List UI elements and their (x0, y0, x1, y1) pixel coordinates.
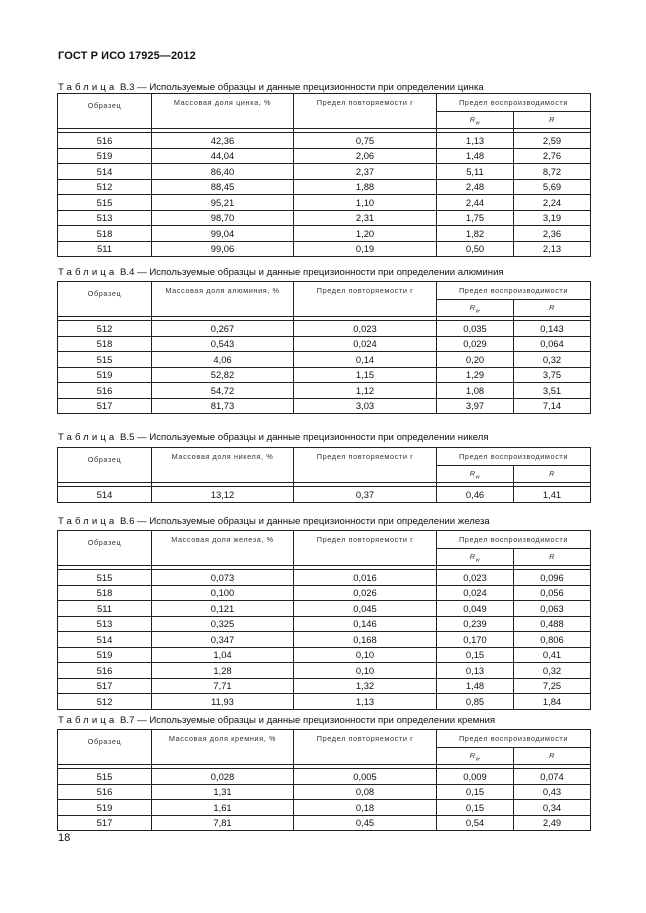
cell-mass: 99,04 (152, 226, 294, 242)
cell-repeat: 0,10 (294, 647, 437, 663)
cell-mass: 1,04 (152, 647, 294, 663)
rw-subscript: w (475, 120, 481, 127)
cell-mass: 0,267 (152, 321, 294, 337)
cell-mass: 0,100 (152, 585, 294, 601)
table-row (58, 601, 591, 617)
cell-r: 2,49 (514, 815, 591, 831)
cell-rw: 1,48 (437, 148, 514, 164)
cell-sample: 519 (58, 800, 152, 816)
table-row (58, 367, 591, 383)
cell-rw: 0,239 (437, 616, 514, 632)
col-header-rw (437, 748, 514, 765)
col-header-repeat: Предел повторяемости r (294, 448, 437, 483)
cell-rw: 2,48 (437, 179, 514, 195)
cell-sample: 517 (58, 398, 152, 414)
cell-mass: 13,12 (152, 487, 294, 503)
col-header-mass: Массовая доля цинка, % (152, 94, 294, 129)
cell-repeat: 1,32 (294, 678, 437, 694)
cell-rw: 0,15 (437, 647, 514, 663)
col-header-r: R (514, 748, 591, 765)
cell-repeat: 0,19 (294, 241, 437, 257)
cell-r: 0,488 (514, 616, 591, 632)
cell-sample: 512 (58, 179, 152, 195)
cell-rw: 0,20 (437, 352, 514, 368)
cell-sample: 513 (58, 210, 152, 226)
cell-sample: 515 (58, 570, 152, 586)
cell-rw: 1,08 (437, 383, 514, 399)
cell-rw: 0,15 (437, 784, 514, 800)
cell-rw: 1,75 (437, 210, 514, 226)
cell-rw: 1,48 (437, 678, 514, 694)
data-table (57, 530, 591, 710)
cell-rw: 0,15 (437, 800, 514, 816)
rw-symbol: R (469, 751, 476, 760)
table-caption (58, 82, 484, 93)
cell-repeat: 0,08 (294, 784, 437, 800)
table-caption (58, 267, 504, 278)
caption-title: — Используемые образцы и данные прецизионности при определении никеля (137, 432, 489, 443)
col-header-mass: Массовая доля железа, % (152, 531, 294, 566)
cell-repeat: 2,37 (294, 164, 437, 180)
cell-repeat: 0,045 (294, 601, 437, 617)
cell-sample: 511 (58, 241, 152, 257)
table-row (58, 647, 591, 663)
col-header-repeat: Предел повторяемости r (294, 282, 437, 317)
cell-rw: 1,29 (437, 367, 514, 383)
data-table (57, 729, 591, 831)
rw-subscript: w (475, 557, 481, 564)
cell-mass: 0,543 (152, 336, 294, 352)
cell-mass: 98,70 (152, 210, 294, 226)
cell-rw: 1,82 (437, 226, 514, 242)
data-table (57, 281, 591, 414)
col-header-r: R (514, 112, 591, 129)
cell-mass: 44,04 (152, 148, 294, 164)
table-row (58, 179, 591, 195)
cell-repeat: 0,023 (294, 321, 437, 337)
table-row (58, 769, 591, 785)
cell-repeat: 0,024 (294, 336, 437, 352)
cell-mass: 42,36 (152, 133, 294, 149)
cell-sample: 514 (58, 164, 152, 180)
cell-repeat: 0,016 (294, 570, 437, 586)
table-row (58, 210, 591, 226)
table-row (58, 616, 591, 632)
cell-r: 0,074 (514, 769, 591, 785)
table-row (58, 663, 591, 679)
table-row (58, 321, 591, 337)
table-row (58, 398, 591, 414)
col-header-repeat: Предел повторяемости r (294, 94, 437, 129)
table-row (58, 694, 591, 710)
caption-label: Таблица (58, 82, 118, 93)
cell-r: 0,32 (514, 352, 591, 368)
cell-repeat: 1,12 (294, 383, 437, 399)
col-header-reprod: Предел воспроизводимости (437, 94, 591, 112)
cell-sample: 516 (58, 133, 152, 149)
cell-mass: 86,40 (152, 164, 294, 180)
cell-mass: 88,45 (152, 179, 294, 195)
cell-r: 1,41 (514, 487, 591, 503)
col-header-repeat: Предел повторяемости r (294, 730, 437, 765)
cell-r: 0,143 (514, 321, 591, 337)
cell-sample: 514 (58, 487, 152, 503)
col-header-sample: Образец (58, 282, 152, 317)
col-header-r: R (514, 466, 591, 483)
cell-r: 5,69 (514, 179, 591, 195)
table-row (58, 800, 591, 816)
cell-r: 1,84 (514, 694, 591, 710)
cell-repeat: 0,146 (294, 616, 437, 632)
cell-repeat: 2,31 (294, 210, 437, 226)
table-row (58, 632, 591, 648)
table-row (58, 678, 591, 694)
table-row (58, 195, 591, 211)
table-row (58, 815, 591, 831)
cell-repeat: 0,10 (294, 663, 437, 679)
cell-sample: 512 (58, 321, 152, 337)
col-header-mass: Массовая доля кремния, % (152, 730, 294, 765)
col-header-sample: Образец (58, 94, 152, 129)
cell-r: 2,13 (514, 241, 591, 257)
cell-rw: 0,024 (437, 585, 514, 601)
cell-r: 7,25 (514, 678, 591, 694)
cell-rw: 0,049 (437, 601, 514, 617)
col-header-sample: Образец (58, 531, 152, 566)
col-header-mass: Массовая доля алюминия, % (152, 282, 294, 317)
cell-sample: 512 (58, 694, 152, 710)
cell-repeat: 1,13 (294, 694, 437, 710)
caption-title: — Используемые образцы и данные прецизионности при определении железа (137, 516, 490, 527)
caption-number: В.7 (120, 715, 135, 726)
data-table (57, 93, 591, 257)
table-row (58, 784, 591, 800)
caption-label: Таблица (58, 715, 118, 726)
rw-subscript: w (475, 308, 481, 315)
cell-r: 0,096 (514, 570, 591, 586)
col-header-sample: Образец (58, 448, 152, 483)
table-row (58, 241, 591, 257)
cell-repeat: 0,005 (294, 769, 437, 785)
cell-mass: 95,21 (152, 195, 294, 211)
col-header-reprod: Предел воспроизводимости (437, 448, 591, 466)
cell-rw: 0,50 (437, 241, 514, 257)
cell-sample: 514 (58, 632, 152, 648)
col-header-reprod: Предел воспроизводимости (437, 282, 591, 300)
cell-repeat: 0,18 (294, 800, 437, 816)
cell-r: 0,806 (514, 632, 591, 648)
cell-sample: 516 (58, 663, 152, 679)
cell-rw: 0,023 (437, 570, 514, 586)
table-row (58, 487, 591, 503)
cell-mass: 11,93 (152, 694, 294, 710)
cell-rw: 5,11 (437, 164, 514, 180)
cell-r: 3,51 (514, 383, 591, 399)
rw-subscript: w (475, 756, 481, 763)
cell-sample: 513 (58, 616, 152, 632)
cell-sample: 517 (58, 815, 152, 831)
cell-sample: 516 (58, 784, 152, 800)
table-row (58, 336, 591, 352)
cell-mass: 0,325 (152, 616, 294, 632)
rw-symbol: R (469, 303, 476, 312)
col-header-rw (437, 112, 514, 129)
table-caption (58, 516, 490, 527)
caption-title: — Используемые образцы и данные прецизионности при определении алюминия (137, 267, 504, 278)
cell-mass: 0,073 (152, 570, 294, 586)
cell-repeat: 2,06 (294, 148, 437, 164)
cell-mass: 81,73 (152, 398, 294, 414)
table-row (58, 383, 591, 399)
cell-repeat: 1,10 (294, 195, 437, 211)
cell-r: 0,34 (514, 800, 591, 816)
cell-sample: 511 (58, 601, 152, 617)
cell-mass: 1,61 (152, 800, 294, 816)
col-header-r: R (514, 300, 591, 317)
cell-repeat: 3,03 (294, 398, 437, 414)
cell-sample: 515 (58, 352, 152, 368)
cell-sample: 519 (58, 367, 152, 383)
cell-r: 2,36 (514, 226, 591, 242)
cell-r: 7,14 (514, 398, 591, 414)
cell-rw: 0,85 (437, 694, 514, 710)
table-row (58, 352, 591, 368)
cell-rw: 0,035 (437, 321, 514, 337)
cell-repeat: 1,88 (294, 179, 437, 195)
caption-number: В.3 (120, 82, 135, 93)
cell-repeat: 0,37 (294, 487, 437, 503)
cell-r: 2,59 (514, 133, 591, 149)
cell-sample: 518 (58, 336, 152, 352)
cell-mass: 52,82 (152, 367, 294, 383)
cell-r: 0,064 (514, 336, 591, 352)
cell-mass: 54,72 (152, 383, 294, 399)
cell-r: 2,24 (514, 195, 591, 211)
cell-r: 0,063 (514, 601, 591, 617)
rw-symbol: R (469, 469, 476, 478)
col-header-r: R (514, 549, 591, 566)
cell-rw: 1,13 (437, 133, 514, 149)
cell-sample: 518 (58, 585, 152, 601)
cell-rw: 0,029 (437, 336, 514, 352)
cell-repeat: 1,20 (294, 226, 437, 242)
cell-repeat: 0,45 (294, 815, 437, 831)
table-row (58, 570, 591, 586)
cell-sample: 515 (58, 195, 152, 211)
caption-title: — Используемые образцы и данные прецизионности при определении цинка (137, 82, 484, 93)
cell-repeat: 0,168 (294, 632, 437, 648)
col-header-rw (437, 466, 514, 483)
rw-symbol: R (469, 115, 476, 124)
cell-repeat: 0,026 (294, 585, 437, 601)
cell-mass: 7,81 (152, 815, 294, 831)
cell-repeat: 0,14 (294, 352, 437, 368)
table-row (58, 148, 591, 164)
cell-rw: 0,54 (437, 815, 514, 831)
cell-r: 0,32 (514, 663, 591, 679)
cell-mass: 1,31 (152, 784, 294, 800)
caption-label: Таблица (58, 267, 118, 278)
col-header-mass: Массовая доля никеля, % (152, 448, 294, 483)
col-header-rw (437, 300, 514, 317)
col-header-repeat: Предел повторяемости r (294, 531, 437, 566)
document-header: ГОСТ Р ИСО 17925—2012 (58, 50, 196, 62)
table-row (58, 164, 591, 180)
cell-r: 0,41 (514, 647, 591, 663)
cell-sample: 519 (58, 647, 152, 663)
rw-subscript: w (475, 474, 481, 481)
cell-repeat: 0,75 (294, 133, 437, 149)
cell-sample: 516 (58, 383, 152, 399)
col-header-rw (437, 549, 514, 566)
cell-sample: 518 (58, 226, 152, 242)
table-row (58, 585, 591, 601)
caption-number: В.4 (120, 267, 135, 278)
cell-rw: 0,170 (437, 632, 514, 648)
table-caption (58, 715, 495, 726)
cell-sample: 515 (58, 769, 152, 785)
table-caption (58, 432, 489, 443)
cell-mass: 0,347 (152, 632, 294, 648)
cell-mass: 0,028 (152, 769, 294, 785)
caption-title: — Используемые образцы и данные прецизионности при определении кремния (137, 715, 496, 726)
caption-label: Таблица (58, 432, 118, 443)
cell-r: 3,75 (514, 367, 591, 383)
cell-mass: 1,28 (152, 663, 294, 679)
cell-repeat: 1,15 (294, 367, 437, 383)
cell-mass: 0,121 (152, 601, 294, 617)
col-header-reprod: Предел воспроизводимости (437, 730, 591, 748)
cell-rw: 2,44 (437, 195, 514, 211)
cell-rw: 0,46 (437, 487, 514, 503)
cell-mass: 4,06 (152, 352, 294, 368)
caption-number: В.5 (120, 432, 135, 443)
cell-sample: 517 (58, 678, 152, 694)
page-number: 18 (58, 832, 71, 844)
rw-symbol: R (469, 552, 476, 561)
col-header-reprod: Предел воспроизводимости (437, 531, 591, 549)
cell-r: 2,76 (514, 148, 591, 164)
data-table (57, 447, 591, 503)
cell-mass: 7,71 (152, 678, 294, 694)
cell-r: 3,19 (514, 210, 591, 226)
cell-rw: 0,009 (437, 769, 514, 785)
table-row (58, 133, 591, 149)
caption-number: В.6 (120, 516, 135, 527)
cell-rw: 3,97 (437, 398, 514, 414)
col-header-sample: Образец (58, 730, 152, 765)
cell-sample: 519 (58, 148, 152, 164)
table-row (58, 226, 591, 242)
cell-r: 0,43 (514, 784, 591, 800)
cell-mass: 99,06 (152, 241, 294, 257)
cell-r: 0,056 (514, 585, 591, 601)
cell-r: 8,72 (514, 164, 591, 180)
cell-rw: 0,13 (437, 663, 514, 679)
caption-label: Таблица (58, 516, 118, 527)
